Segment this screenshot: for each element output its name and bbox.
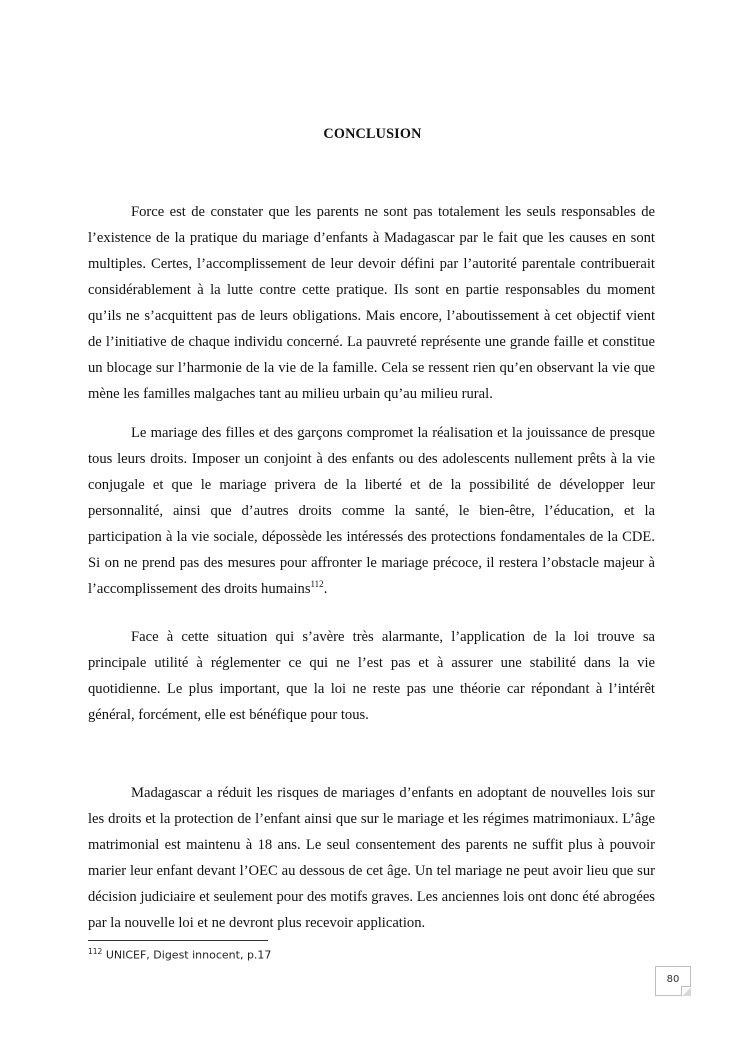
page-title: CONCLUSION (323, 126, 422, 142)
paragraph-1-text: Force est de constater que les parents ne sont pas totalement les seuls responsables de l’existence de la pratique du mariage d’enfants à Madagascar par le fait que les causes en sont multiples. Certes, l’accomplissement de leur devoir défini par l’autorité parentale contribuerait considérablement à la lutte contre cette pratique. Ils sont en partie responsables du moment qu’ils ne s’acquittent pas de leurs obligations. Mais encore, l’aboutissement à cet objectif vient de l’initiative de chaque individu concerné. La pauvreté représente une grande faille et constitue un blocage sur l’harmonie de la vie de la famille. Cela se ressent rien qu’en observant la vie que mène les familles malgaches tant au milieu urbain qu’au milieu rural. (88, 204, 655, 402)
footnote-separator (88, 940, 268, 941)
paragraph-4 (88, 780, 655, 936)
footnote-number: 112 (88, 947, 103, 956)
paragraph-2-text: Le mariage des filles et des garçons compromet la réalisation et la jouissance de presque tous leurs droits. Imposer un conjoint à des enfants ou des adolescents nullement prêts à la vie conjugale et que le mariage privera de la liberté et de la possibilité de développer leur personnalité, ainsi que d’autres droits comme la santé, le bien-être, l’éducation, et la participation à la vie sociale, dépossède les intéressés des protections fondamentales de la CDE. Si on ne prend pas des mesures pour affronter le mariage précoce, il restera l’obstacle majeur à l’accomplissement des droits humains (88, 425, 655, 597)
paragraph-2 (88, 420, 655, 602)
page-number: 80 (666, 974, 680, 985)
paragraph-4-text: Madagascar a réduit les risques de mariages d’enfants en adoptant de nouvelles lois sur les droits et la protection de l’enfant ainsi que sur le mariage et les régimes matrimoniaux. L’âge matrimonial est maintenu à 18 ans. Le seul consentement des parents ne suffit plus à pouvoir marier leur enfant devant l’OEC au dessous de cet âge. Un tel mariage ne peut avoir lieu que sur décision judiciaire et seulement pour des motifs graves. Les anciennes lois ont donc été abrogées par la nouvelle loi et ne devront plus recevoir application. (88, 785, 655, 931)
footnote (88, 947, 271, 962)
page-number-box (655, 966, 691, 996)
footnote-text: UNICEF, Digest innocent, p.17 (102, 948, 272, 962)
paragraph-1 (88, 199, 655, 407)
paragraph-2-end: . (323, 581, 328, 597)
paragraph-3 (88, 624, 655, 728)
page-curl-icon (681, 986, 691, 996)
paragraph-3-text: Face à cette situation qui s’avère très alarmante, l’application de la loi trouve sa principale utilité à réglementer ce qui ne l’est pas et à assurer une stabilité dans la vie quotidienne. Le plus important, que la loi ne reste pas une théorie car répondant à l’intérêt général, forcément, elle est bénéfique pour tous. (88, 629, 655, 723)
footnote-reference[interactable]: 112 (310, 579, 324, 590)
